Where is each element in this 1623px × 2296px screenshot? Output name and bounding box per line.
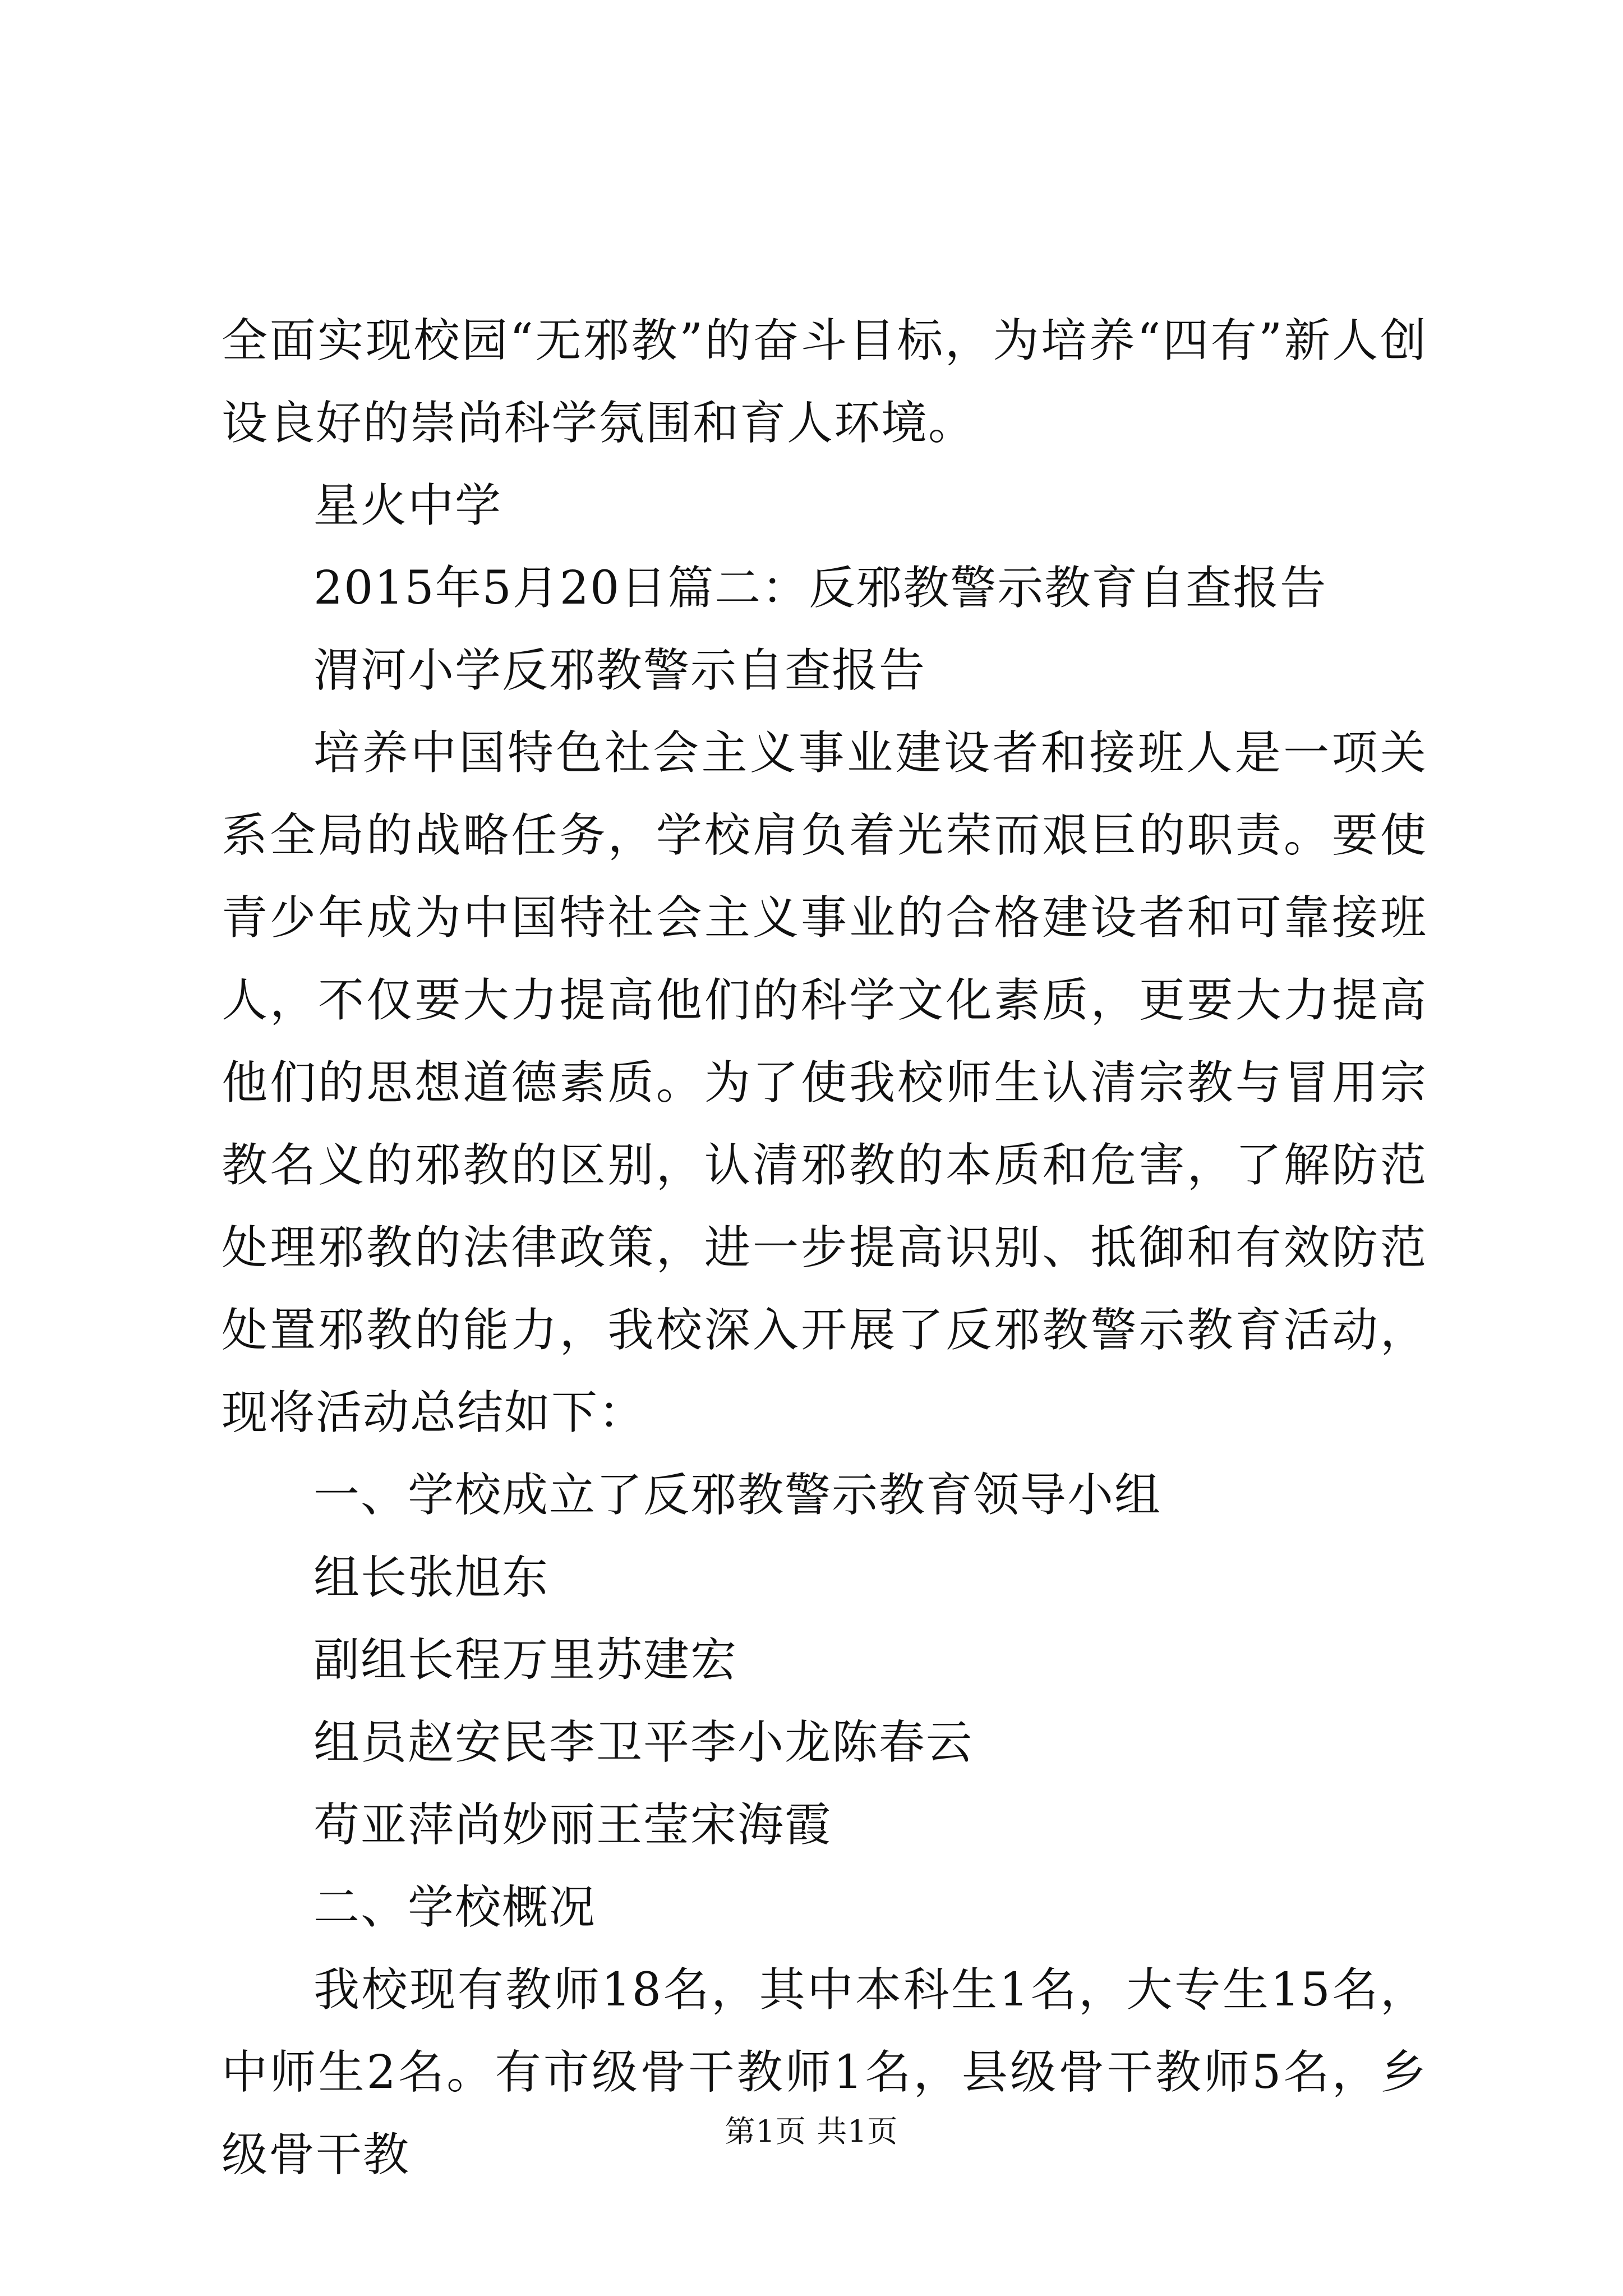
paragraph-8: 副组长程万里苏建宏 (313, 1634, 738, 1687)
paragraph-1: 全面实现校园“无邪教”的奋斗目标，为培养“四有”新人创设良好的崇尚科学氛围和育人环境。 (222, 314, 1427, 450)
document-body (222, 300, 1427, 2196)
paragraph-3: 2015年5月20日篇二：反邪教警示教育自查报告 (313, 562, 1327, 615)
paragraph-2: 星火中学 (313, 479, 502, 532)
paragraph-7: 组长张旭东 (313, 1551, 550, 1604)
paragraph-10: 苟亚萍尚妙丽王莹宋海霞 (313, 1798, 832, 1852)
paragraph-11: 二、学校概况 (313, 1881, 597, 1934)
paragraph-5: 培养中国特色社会主义事业建设者和接班人是一项关系全局的战略任务，学校肩负着光荣而艰巨的职责。要使青少年成为中国特社会主义事业的合格建设者和可靠接班人，不仅要大力提高他们的科学文化素质，更要大力提高他们的思想道德素质。为了使我校师生认清宗教与冒用宗教名义的邪教的区别，认清邪教的本质和危害，了解防范处理邪教的法律政策，进一步提高识别、抵御和有效防范处置邪教的能力，我校深入开展了反邪教警示教育活动，现将活动总结如下： (222, 726, 1427, 1439)
paragraph-4: 渭河小学反邪教警示自查报告 (313, 644, 926, 697)
page-footer: 第1页 共1页 (725, 2114, 898, 2149)
paragraph-9: 组员赵安民李卫平李小龙陈春云 (313, 1716, 974, 1769)
paragraph-12: 我校现有教师18名，其中本科生1名，大专生15名，中师生2名。有市级骨干教师1名，县级骨干教师5名，乡级骨干教 (222, 1963, 1427, 2182)
paragraph-6: 一、学校成立了反邪教警示教育领导小组 (313, 1469, 1162, 1522)
